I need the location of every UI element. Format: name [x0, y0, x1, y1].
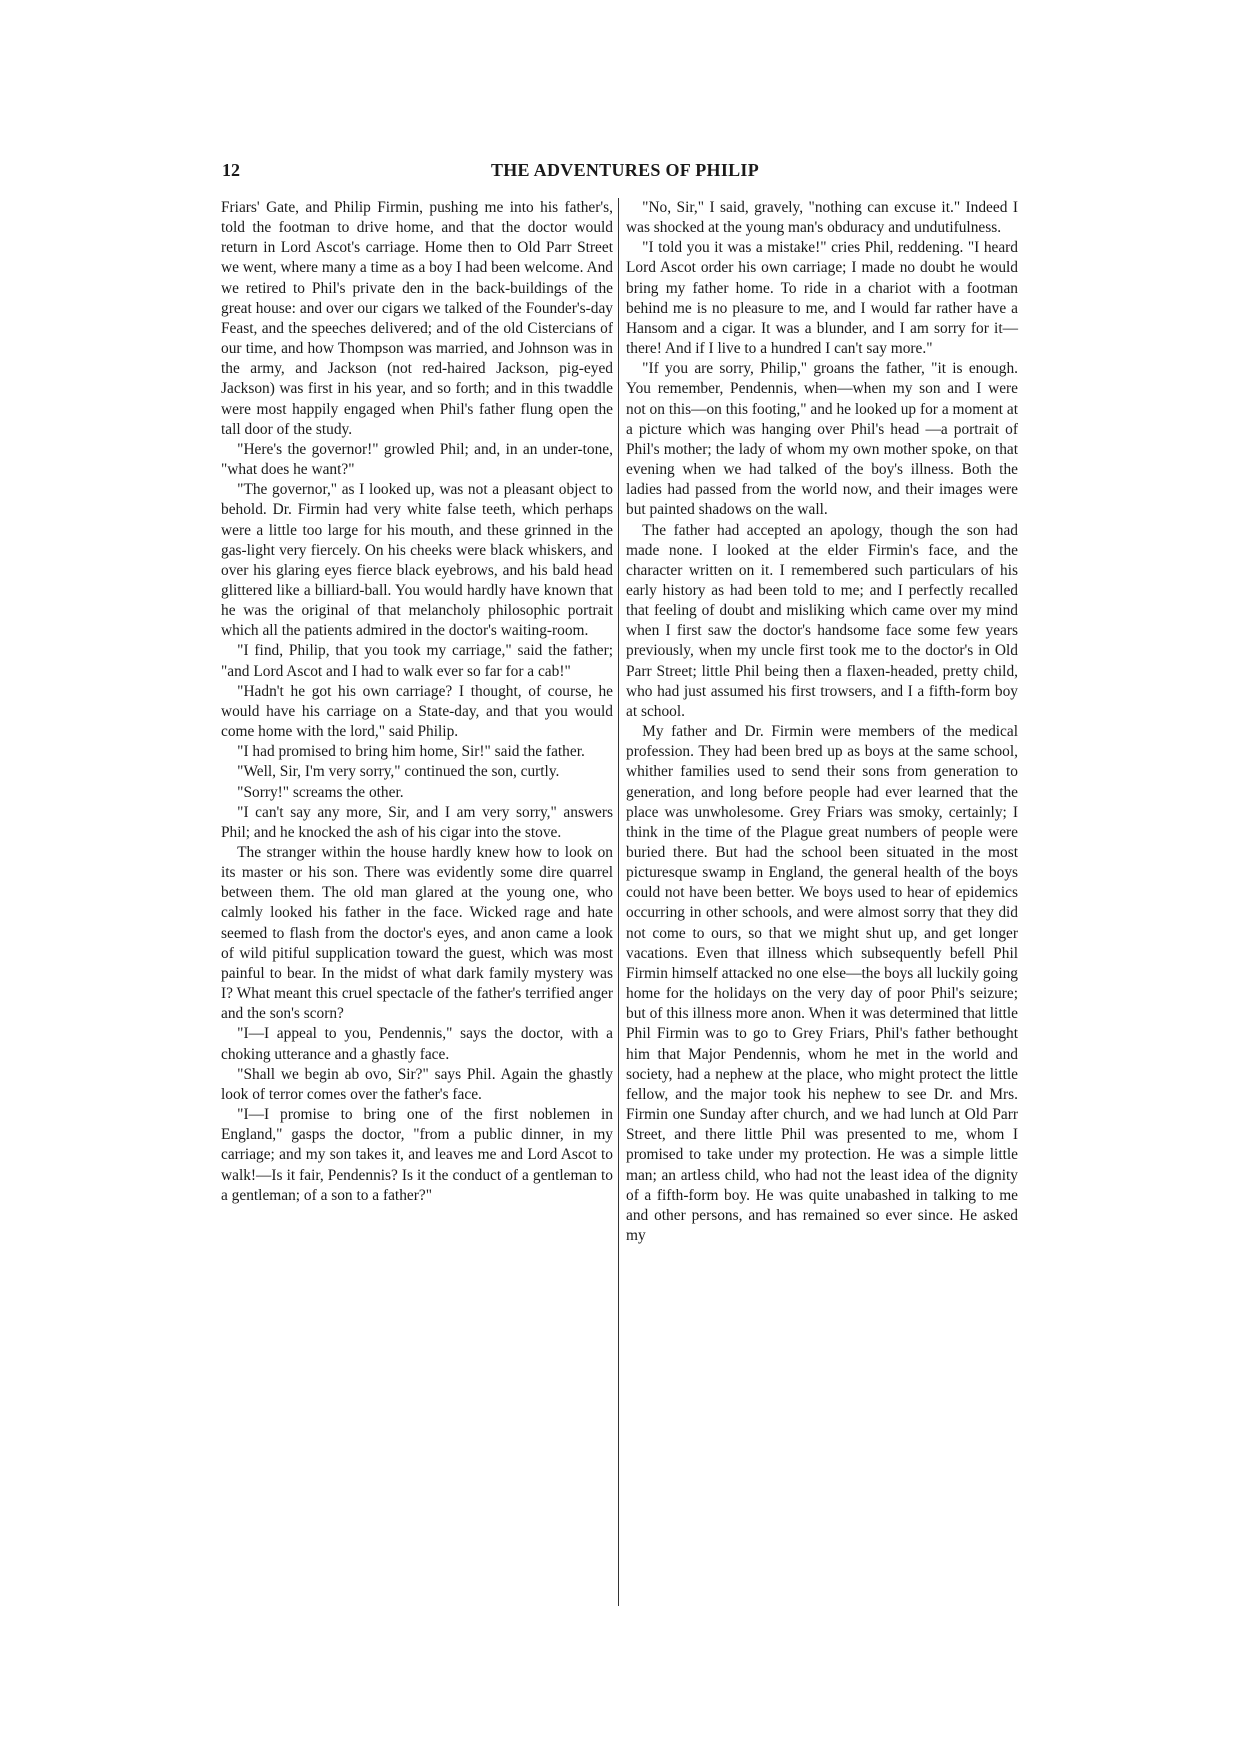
paragraph: "If you are sorry, Philip," groans the father, "it is enough. You remember, Pendennis, when—when my son and I were not on this—on this footing," and he looked up for a moment at a picture which was hanging over Phil's head —a portrait of Phil's mother; the lady of whom my own mother spoke, on that evening when we had talked of the boy's illness. Both the ladies had passed from the world now, and their images were but painted shadows on the wall.	[626, 360, 1018, 519]
running-head	[220, 160, 1030, 186]
paragraph: "I—I promise to bring one of the first noblemen in England," gasps the doctor, "from a public dinner, in my carriage; and my son takes it, and leaves me and Lord Ascot to walk!—Is it fair, Pendennis? Is it the conduct of a gentleman to a gentleman; of a son to a father?"	[221, 1106, 613, 1204]
paragraph: "No, Sir," I said, gravely, "nothing can excuse it." Indeed I was shocked at the young man's obduracy and undutifulness.	[626, 199, 1018, 237]
page-number: 12	[222, 160, 240, 180]
paragraph: "Well, Sir, I'm very sorry," continued the son, curtly.	[237, 763, 560, 781]
paragraph: "Hadn't he got his own carriage? I thought, of course, he would have his carriage on a State-day, and that you would come home with the lord," said Philip.	[221, 682, 613, 741]
paragraph: The stranger within the house hardly knew how to look on its master or his son. There was evidently some dire quarrel between them. The old man glared at the young one, who calmly looked his father in the face. Wicked rage and hate seemed to flash from the doctor's eyes, and anon came a look of wild pitiful supplication toward the guest, which was most painful to bear. In the midst of what dark family mystery was I? What meant this cruel spectacle of the father's terrified anger and the son's scorn?	[221, 844, 613, 1023]
paragraph: "I find, Philip, that you took my carriage," said the father; "and Lord Ascot and I had to walk ever so far for a cab!"	[221, 642, 613, 680]
paragraph: "Sorry!" screams the other.	[237, 783, 404, 801]
paragraph: "The governor," as I looked up, was not a pleasant object to behold. Dr. Firmin had very white false teeth, which perhaps were a little too large for his mouth, and these grinned in the gas-light very fiercely. On his cheeks were black whiskers, and over his glaring eyes fierce black eyebrows, and his bald head glittered like a billiard-ball. You would hardly have known that he was the original of that melancholy philosophic portrait which all the patients admired in the doctor's waiting-room.	[221, 481, 613, 640]
left-column	[221, 198, 613, 1206]
right-column	[626, 198, 1018, 1246]
paragraph: Friars' Gate, and Philip Firmin, pushing me into his father's, told the footman to drive home, and that the doctor would return in Lord Ascot's carriage. Home then to Old Parr Street we went, where many a time as a boy I had been welcome. And we retired to Phil's private den in the back-buildings of the great house: and over our cigars we talked of the Founder's-day Feast, and the speeches delivered; and of the old Cistercians of our time, and how Thompson was married, and Johnson was in the army, and Jackson (not red-haired Jackson, pig-eyed Jackson) was first in his year, and so forth; and in this twaddle were most happily engaged when Phil's father flung open the tall door of the study.	[221, 199, 613, 438]
paragraph: My father and Dr. Firmin were members of the medical profession. They had been bred up as boys at the same school, whither families used to send their sons from generation to generation, and long before people had ever learned that the place was unwholesome. Grey Friars was smoky, certainly; I think in the time of the Plague great numbers of people were buried there. But had the school been situated in the most picturesque swamp in England, the general health of the boys could not have been better. We boys used to hear of epidemics occurring in other schools, and were almost sorry that they did not come to ours, so that we might shut up, and get longer vacations. Even that illness which subsequently befell Phil Firmin himself attacked no one else—the boys all luckily going home for the holidays on the very day of poor Phil's seizure; but of this illness more anon. When it was determined that little Phil Firmin was to go to Grey Friars, Phil's father bethought him that Major Pendennis, whom he met in the world and society, had a nephew at the place, who might protect the little fellow, and the major took his nephew to see Dr. and Mrs. Firmin one Sunday after church, and we had lunch at Old Parr Street, and there little Phil was presented to me, whom I promised to take under my protection. He was a simple little man; an artless child, who had not the least idea of the dignity of a fifth-form boy. He was quite unabashed in talking to me and other persons, and has remained so ever since. He asked my	[626, 723, 1018, 1244]
paragraph: "Shall we begin ab ovo, Sir?" says Phil. Again the ghastly look of terror comes over the father's face.	[221, 1065, 613, 1103]
paragraph: "I had promised to bring him home, Sir!" said the father.	[237, 743, 585, 761]
column-divider	[618, 198, 619, 1606]
paragraph: "I told you it was a mistake!" cries Phil, reddening. "I heard Lord Ascot order his own carriage; I made no doubt he would bring my father home. To ride in a chariot with a footman behind me is no pleasure to me, and I would far rather have a Hansom and a cigar. It was a blunder, and I am sorry for it—there! And if I live to a hundred I can't say more."	[626, 239, 1018, 358]
paragraph: "I can't say any more, Sir, and I am very sorry," answers Phil; and he knocked the ash of his cigar into the stove.	[221, 803, 613, 841]
paragraph: "Here's the governor!" growled Phil; and, in an under-tone, "what does he want?"	[221, 440, 613, 479]
paragraph: The father had accepted an apology, though the son had made none. I looked at the elder Firmin's face, and the character written on it. I remembered such particulars of his early history as had been told to me; and I perfectly recalled that feeling of doubt and misliking which came over my mind when I first saw the doctor's handsome face some few years previously, when my uncle first took me to the doctor's in Old Parr Street; little Phil being then a flaxen-headed, pretty child, who had just assumed his first trowsers, and I a fifth-form boy at school.	[626, 521, 1018, 720]
running-title: THE ADVENTURES OF PHILIP	[490, 160, 760, 180]
paragraph: "I—I appeal to you, Pendennis," says the doctor, with a choking utterance and a ghastly face.	[221, 1025, 613, 1063]
